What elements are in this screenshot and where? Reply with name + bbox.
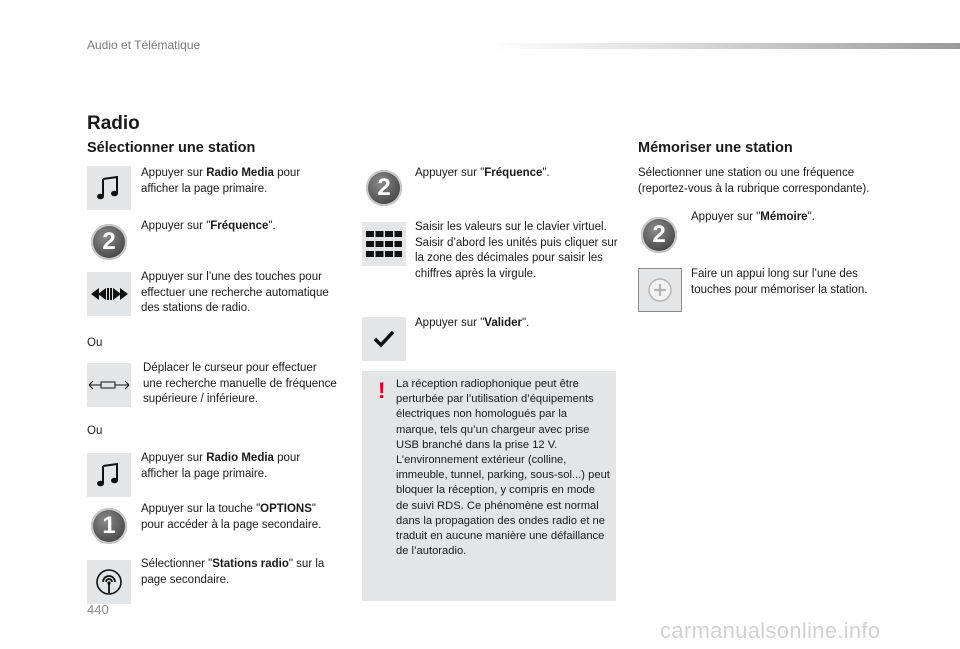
right-step2-text: Faire un appui long sur l’une des touches pour mémoriser la station. [691,268,868,296]
middle-step2-line2: Saisir d’abord les unités puis cliquer sur la zone des décimales pour saisir les chiffres après la virgule. [415,236,618,280]
right-step1-badge [641,217,677,253]
left-step7-text: Sélectionner "Stations radio" sur la page secondaire. [141,558,325,586]
header-bar [488,43,960,49]
badge-number: 2 [102,228,116,255]
add-preset-icon [647,277,673,303]
right-intro: Sélectionner une station ou une fréquence (reportez-vous à la rubrique correspondante). [638,167,870,195]
radio-stations-button[interactable] [87,560,131,604]
badge-number: 1 [102,512,116,539]
middle-step2-text [415,220,620,282]
warning-paragraph-2: L’environnement extérieur (colline, immeuble, tunnel, parking, sous-sol...) peut bloquer la réception, y compris en mode de suivi RDS. Ce phénomène est normal dans la propagation des ondes radio et ne traduit en aucune manière une défaillance de l’autoradio. [396,454,610,558]
watermark: carmanualsonline.info [660,618,881,643]
left-step3-text: Appuyer sur l’une des touches pour effectuer une recherche automatique des stations de radio. [141,271,329,314]
music-note-icon [94,460,124,490]
warning-paragraph-1: La réception radiophonique peut être perturbée par l’utilisation d’équipements électriques non homologués par la marque, tels qu’un chargeur avec prise USB branché dans la prise 12 V. [396,378,594,451]
left-step2-badge [91,224,127,260]
middle-step2-line1: Saisir les valeurs sur le clavier virtuel. [415,221,607,233]
music-note-icon [94,173,124,203]
left-step6-badge [91,508,127,544]
left-step4-text: Déplacer le curseur pour effectuer une recherche manuelle de fréquence supérieure / inférieure. [143,362,337,405]
preset-button[interactable] [638,268,682,312]
left-step5-text: Appuyer sur Radio Media pour afficher la page primaire. [141,452,301,480]
frequency-slider[interactable] [87,363,131,407]
slider-cursor-icon [89,379,129,391]
left-step1-text: Appuyer sur Radio Media pour afficher la page primaire. [141,167,301,195]
keypad-button[interactable] [362,222,406,266]
right-step1-text: Appuyer sur "Mémoire". [691,211,815,223]
left-step6-text: Appuyer sur la touche "OPTIONS" pour accéder à la page secondaire. [141,503,322,531]
right-heading: Mémoriser une station [638,140,793,156]
checkmark-icon [373,330,395,348]
or-label: Ou [87,337,103,349]
middle-step1-text: Appuyer sur "Fréquence". [415,167,550,179]
middle-step3-text: Appuyer sur "Valider". [415,317,530,329]
music-note-button[interactable] [87,453,131,497]
middle-step1-badge [366,170,402,206]
left-step2-text: Appuyer sur "Fréquence". [141,220,276,232]
seek-button[interactable] [87,272,131,316]
keypad-grid-icon [366,231,402,257]
or-label: Ou [87,425,103,437]
music-note-button[interactable] [87,166,131,210]
radio-waves-icon [94,567,124,597]
validate-button[interactable] [362,317,406,361]
warning-text [396,377,610,559]
badge-number: 2 [377,174,391,201]
seek-arrows-icon [89,286,129,302]
page-title: Radio [87,113,140,134]
left-heading: Sélectionner une station [87,140,256,156]
badge-number: 2 [652,221,666,248]
header-section-title: Audio et Télématique [87,38,201,52]
warning-icon: ! [378,378,386,403]
page-number: 440 [87,602,109,617]
